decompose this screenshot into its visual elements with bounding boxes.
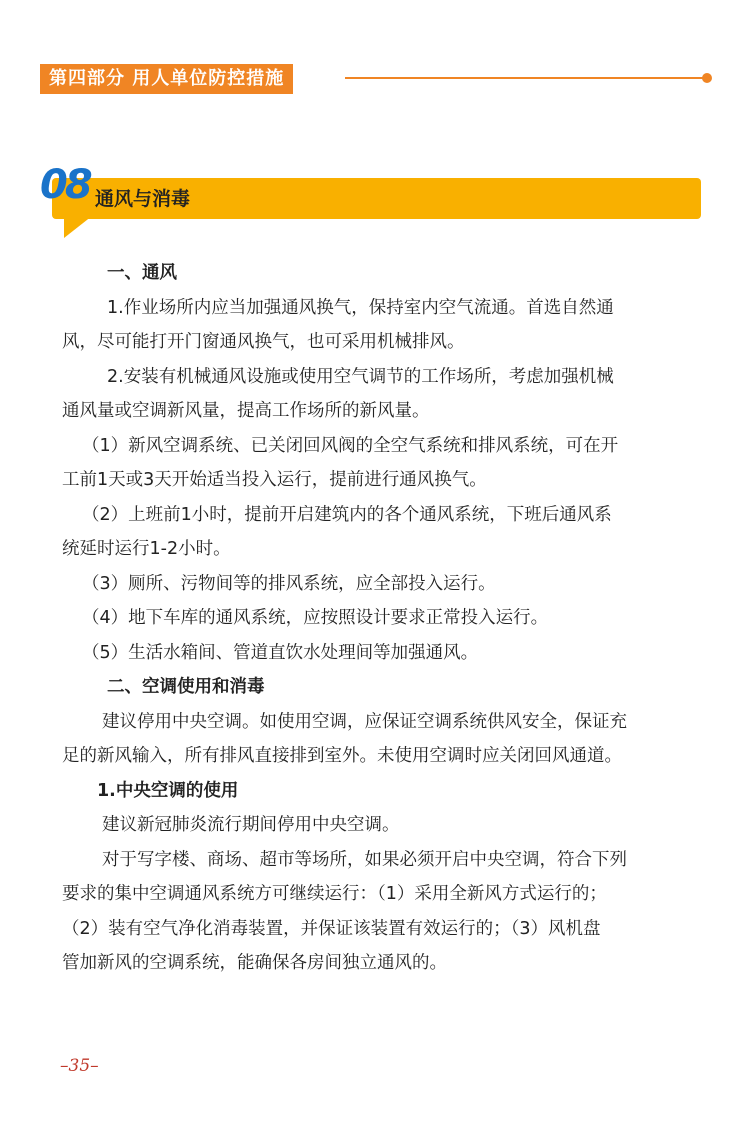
paragraph-line: 管加新风的空调系统，能确保各房间独立通风的。: [62, 953, 447, 973]
paragraph-line: （5）生活水箱间、管道直饮水处理间等加强通风。: [82, 642, 479, 663]
paragraph-line: 2.安装有机械通风设施或使用空气调节的工作场所，考虑加强机械: [107, 366, 614, 387]
section-bar-tail: [64, 216, 92, 238]
part-header-label: 第四部分 用人单位防控措施: [40, 64, 293, 94]
body-text: [62, 256, 692, 981]
paragraph-line: 1.作业场所内应当加强通风换气，保持室内空气流通。首选自然通: [107, 297, 614, 318]
paragraph-line: （4）地下车库的通风系统，应按照设计要求正常投入运行。: [82, 608, 549, 628]
paragraph-line: 要求的集中空调通风系统方可继续运行：（1）采用全新风方式运行的；: [62, 884, 607, 904]
section-heading: 二、空调使用和消毒: [107, 677, 265, 697]
section-title: 通风与消毒: [95, 188, 191, 210]
header-divider-line: [345, 77, 705, 79]
paragraph-line: 足的新风输入，所有排风直接排到室外。未使用空调时应关闭回风通道。: [62, 746, 622, 766]
paragraph-line: 通风量或空调新风量，提高工作场所的新风量。: [62, 401, 430, 421]
paragraph-line: （2）上班前1小时，提前开启建筑内的各个通风系统，下班后通风系: [82, 504, 612, 525]
paragraph-line: 建议新冠肺炎流行期间停用中央空调。: [102, 815, 400, 835]
header-divider-dot: [702, 73, 712, 83]
paragraph-line: （3）厕所、污物间等的排风系统，应全部投入运行。: [82, 573, 496, 594]
section-heading: 1.中央空调的使用: [97, 780, 239, 801]
paragraph-line: 风，尽可能打开门窗通风换气，也可采用机械排风。: [62, 332, 465, 352]
section-number: 08: [40, 162, 90, 208]
section-heading: 一、通风: [107, 263, 177, 283]
paragraph-line: 建议停用中央空调。如使用空调，应保证空调系统供风安全，保证充: [102, 711, 627, 732]
paragraph-line: （1）新风空调系统、已关闭回风阀的全空气系统和排风系统，可在开: [82, 435, 619, 456]
paragraph-line: 统延时运行1-2小时。: [62, 539, 231, 559]
paragraph-line: 工前1天或3天开始适当投入运行，提前进行通风换气。: [62, 470, 487, 490]
paragraph-line: （2）装有空气净化消毒装置，并保证该装置有效运行的；（3）风机盘: [62, 918, 601, 939]
page-number: –35–: [60, 1056, 99, 1076]
paragraph-line: 对于写字楼、商场、超市等场所，如果必须开启中央空调，符合下列: [102, 849, 627, 870]
